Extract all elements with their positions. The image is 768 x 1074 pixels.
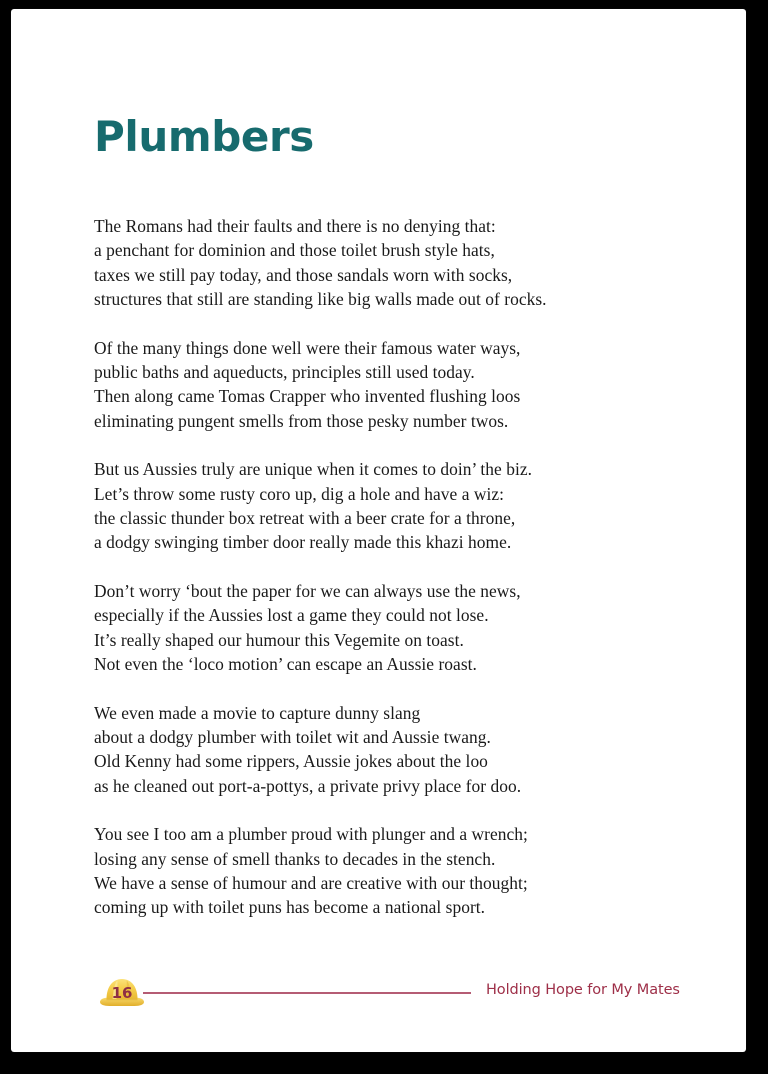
poem-line: the classic thunder box retreat with a beer crate for a throne, xyxy=(94,508,516,529)
poem-stanza xyxy=(94,822,674,920)
poem-line: The Romans had their faults and there is no denying that: xyxy=(94,216,496,236)
poem-stanza xyxy=(94,214,674,312)
poem-line: coming up with toilet puns has become a national sport. xyxy=(94,897,486,918)
page-number: 16 xyxy=(111,983,133,1002)
poem-line: You see I too am a plumber proud with plunger and a wrench; xyxy=(94,824,528,845)
poem-line: eliminating pungent smells from those pesky number twos. xyxy=(94,410,509,431)
poem-line: taxes we still pay today, and those sandals worn with socks, xyxy=(94,264,513,285)
poem-line: Then along came Tomas Crapper who invented flushing loos xyxy=(94,386,521,407)
poem-line: losing any sense of smell thanks to decades in the stench. xyxy=(94,848,496,869)
poem-line: a penchant for dominion and those toilet brush style hats, xyxy=(94,240,495,261)
poem-body xyxy=(94,214,674,920)
poem-stanza xyxy=(94,701,674,799)
poem-line: But us Aussies truly are unique when it comes to doin’ the biz. xyxy=(94,459,533,480)
poem-line: We even made a movie to capture dunny slang xyxy=(94,702,421,723)
poem-line: We have a sense of humour and are creative with our thought; xyxy=(94,872,528,893)
document-page xyxy=(11,9,746,1052)
page-number-badge xyxy=(96,969,148,1015)
page-content xyxy=(11,9,746,1052)
poem-line: as he cleaned out port-a-pottys, a private privy place for doo. xyxy=(94,775,522,796)
poem-line: a dodgy swinging timber door really made this khazi home. xyxy=(94,532,512,553)
book-title: Holding Hope for My Mates xyxy=(486,982,680,998)
poem-line: It’s really shaped our humour this Vegemite on toast. xyxy=(94,629,464,650)
poem-line: Don’t worry ‘bout the paper for we can always use the news, xyxy=(94,580,521,601)
poem-stanza xyxy=(94,457,674,555)
poem-line: about a dodgy plumber with toilet wit and Aussie twang. xyxy=(94,726,491,747)
poem-line: Old Kenny had some rippers, Aussie jokes about the loo xyxy=(94,751,488,772)
poem-line: Of the many things done well were their famous water ways, xyxy=(94,337,521,358)
poem-stanza xyxy=(94,336,674,434)
page-title: Plumbers xyxy=(94,112,314,161)
poem-line: public baths and aqueducts, principles still used today. xyxy=(94,362,475,383)
footer-divider-rule xyxy=(143,992,471,994)
poem-line: structures that still are standing like big walls made out of rocks. xyxy=(94,289,547,310)
poem-line: Not even the ‘loco motion’ can escape an Aussie roast. xyxy=(94,654,477,675)
poem-line: especially if the Aussies lost a game they could not lose. xyxy=(94,605,489,626)
poem-line: Let’s throw some rusty coro up, dig a hole and have a wiz: xyxy=(94,483,505,504)
poem-stanza xyxy=(94,579,674,677)
page-footer xyxy=(11,967,746,1017)
